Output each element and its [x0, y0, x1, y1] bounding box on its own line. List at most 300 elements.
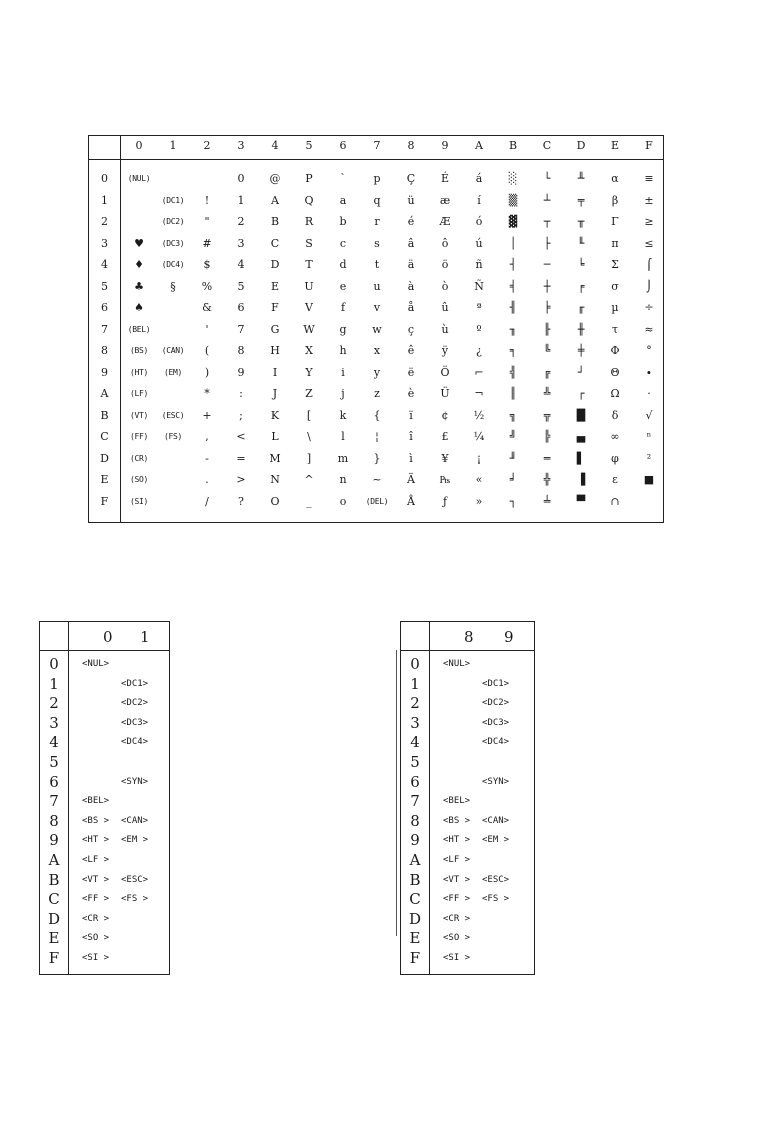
row-header: E — [48, 929, 60, 948]
table-cell: µ — [611, 301, 619, 314]
table-cell: T — [305, 258, 313, 271]
column-header: D — [576, 139, 586, 152]
control-code-label: <ESC> — [121, 874, 149, 885]
control-code-label: <ESC> — [482, 874, 510, 885]
control-code-label: <NUL> — [82, 659, 110, 669]
table-cell: å — [407, 301, 415, 314]
row-header: 8 — [410, 811, 420, 830]
table-cell: ╛ — [509, 473, 517, 486]
column-header: 2 — [203, 139, 211, 152]
row-header: 6 — [101, 301, 108, 314]
table-cell: ∞ — [610, 430, 620, 443]
margin-line — [396, 650, 397, 936]
table-cell: ƒ — [442, 494, 448, 508]
row-header-divider — [68, 622, 69, 974]
table-cell: B — [270, 215, 280, 228]
table-cell: > — [236, 473, 246, 486]
row-header: D — [47, 909, 61, 928]
table-cell: Φ — [610, 344, 620, 357]
table-cell: ╨ — [577, 172, 585, 185]
table-cell: « — [475, 473, 483, 486]
table-cell: ù — [441, 322, 449, 336]
table-cell: ┴ — [543, 193, 551, 207]
row-header: 9 — [101, 365, 108, 379]
table-cell: ┘ — [577, 365, 585, 379]
table-cell: β — [611, 193, 619, 207]
table-cell: % — [201, 279, 213, 293]
table-cell: ▐ — [576, 473, 586, 486]
table-cell: ^ — [304, 473, 314, 486]
table-cell: ¥ — [441, 451, 449, 465]
table-cell: ~ — [372, 473, 382, 486]
table-cell: ¼ — [473, 430, 485, 443]
control-code-label: <SI > — [82, 953, 110, 963]
table-cell: V — [305, 301, 313, 314]
row-header: 1 — [49, 674, 59, 693]
table-cell: (FF) — [129, 432, 149, 441]
control-code-label: <SI > — [443, 953, 471, 963]
table-cell: ┐ — [509, 494, 517, 508]
table-cell: , — [205, 430, 209, 443]
table-cell: (EM) — [163, 367, 183, 377]
table-cell: (VT) — [129, 410, 149, 420]
column-header: 8 — [407, 139, 415, 152]
column-header: 9 — [504, 628, 514, 646]
control-code-label: <NUL> — [443, 659, 471, 669]
row-header: F — [409, 949, 421, 967]
table-cell: 3 — [237, 236, 245, 250]
table-cell: E — [270, 279, 280, 293]
control-code-label: <DC3> — [121, 717, 149, 728]
table-cell: ╠ — [543, 430, 551, 443]
table-cell: @ — [269, 172, 281, 185]
table-cell: ╩ — [543, 387, 551, 400]
table-cell: * — [204, 387, 210, 400]
table-cell: ╒ — [577, 279, 585, 293]
row-header: 9 — [49, 831, 59, 850]
table-cell: 7 — [237, 322, 245, 336]
table-cell: ╦ — [543, 408, 551, 422]
table-cell: + — [202, 408, 212, 422]
table-cell: H — [270, 344, 280, 357]
row-header: D — [100, 451, 109, 465]
control-codes-table-0-1 — [39, 621, 170, 975]
row-header: 5 — [410, 753, 420, 771]
table-cell: í — [477, 193, 481, 207]
table-cell: ≤ — [644, 236, 654, 250]
control-code-label: <DC4> — [482, 737, 510, 748]
row-header: 7 — [49, 792, 59, 811]
control-code-label: <FS > — [121, 894, 149, 905]
table-cell: ╥ — [577, 215, 585, 228]
control-code-label: <CR > — [82, 913, 110, 924]
table-cell: i — [341, 365, 345, 379]
table-cell: É — [440, 172, 450, 185]
table-cell: é — [407, 215, 415, 228]
table-cell: ╤ — [577, 193, 585, 207]
table-cell: (DC2) — [161, 217, 185, 226]
table-cell: ▓ — [508, 215, 518, 228]
table-cell: ) — [204, 365, 210, 379]
table-cell: ì — [409, 451, 413, 465]
control-code-label: <CAN> — [482, 815, 510, 826]
table-cell: £ — [441, 430, 449, 443]
table-cell: / — [205, 494, 209, 508]
control-code-label: <FS > — [482, 894, 510, 905]
table-cell: î — [409, 430, 413, 443]
table-cell: ' — [205, 322, 209, 336]
table-cell: ç — [407, 322, 415, 336]
table-cell: ` — [340, 172, 346, 185]
table-cell: A — [271, 193, 279, 207]
row-header: 4 — [49, 733, 59, 752]
control-code-label: <EM > — [121, 835, 149, 846]
table-cell: I — [272, 365, 278, 379]
table-cell: " — [204, 215, 210, 228]
table-cell: ! — [204, 193, 210, 207]
control-code-label: <DC4> — [121, 737, 149, 748]
table-cell: Ö — [440, 365, 450, 379]
table-cell: ▄ — [576, 430, 586, 443]
table-cell: ♣ — [134, 279, 144, 293]
table-cell: (LF) — [129, 389, 149, 398]
table-cell: 6 — [237, 301, 245, 314]
column-header: 8 — [464, 628, 474, 646]
table-cell: d — [339, 258, 347, 271]
table-cell: æ — [439, 193, 451, 207]
table-cell: τ — [611, 322, 619, 336]
table-cell: \ — [307, 430, 311, 443]
control-code-label: <LF > — [443, 855, 471, 865]
table-cell: X — [305, 344, 313, 357]
table-cell: Ä — [407, 473, 415, 486]
table-cell: J — [272, 387, 278, 400]
table-cell: Ü — [440, 387, 450, 400]
table-cell: - — [205, 451, 209, 465]
table-cell: G — [270, 322, 280, 336]
table-cell: ¦ — [375, 430, 379, 443]
table-cell: Ç — [406, 172, 416, 185]
table-cell: ■ — [643, 473, 655, 486]
table-cell: N — [270, 473, 280, 486]
table-cell: r — [374, 215, 380, 228]
row-header: 8 — [101, 344, 108, 357]
table-cell: ⁿ — [646, 430, 652, 443]
code-page-table — [88, 135, 664, 523]
column-header: 5 — [305, 139, 313, 152]
row-header: E — [100, 473, 109, 486]
table-cell: à — [407, 279, 415, 293]
table-cell: ú — [475, 236, 483, 250]
table-cell: ⌐ — [474, 365, 484, 379]
table-cell: Y — [305, 365, 313, 379]
table-cell: Θ — [610, 365, 620, 379]
row-header: 3 — [410, 713, 420, 732]
column-header-divider — [89, 159, 663, 160]
table-cell: b — [339, 215, 347, 228]
table-cell: F — [271, 301, 279, 314]
table-cell: ═ — [543, 451, 551, 465]
table-cell: ╣ — [509, 365, 517, 379]
row-header: B — [409, 870, 421, 889]
row-header: 5 — [49, 753, 59, 771]
table-cell: = — [236, 451, 246, 465]
table-cell: y — [373, 365, 381, 379]
table-cell: ▀ — [576, 494, 586, 508]
table-cell: φ — [611, 451, 619, 465]
table-cell: ╕ — [509, 344, 517, 357]
table-cell: ─ — [543, 258, 551, 271]
control-code-label: <DC3> — [482, 717, 510, 728]
table-cell: (CR) — [129, 453, 149, 463]
row-header: A — [48, 851, 60, 869]
row-header-divider — [120, 136, 121, 522]
table-cell: ╚ — [543, 344, 551, 357]
column-header: 4 — [271, 139, 279, 152]
row-header: C — [409, 890, 421, 909]
table-cell: & — [202, 301, 212, 314]
control-code-label: <SYN> — [482, 776, 510, 787]
control-codes-table-8-9 — [400, 621, 535, 975]
table-cell: O — [270, 494, 280, 508]
table-cell: ; — [239, 408, 243, 422]
table-cell: ╢ — [509, 301, 517, 314]
table-cell: █ — [576, 408, 586, 422]
column-header: B — [508, 139, 518, 152]
table-cell: ╝ — [509, 430, 517, 443]
table-cell: w — [372, 322, 382, 336]
table-cell: ó — [475, 215, 483, 228]
control-code-label: <BEL> — [82, 796, 110, 807]
column-header-divider — [401, 650, 534, 651]
table-cell: (FS) — [163, 432, 183, 441]
table-cell: ö — [441, 258, 449, 271]
table-cell: ] — [306, 451, 312, 465]
table-cell: K — [270, 408, 280, 422]
table-cell: o — [339, 494, 347, 508]
table-cell: ε — [612, 473, 618, 486]
table-cell: S — [305, 236, 313, 250]
table-cell: ≈ — [644, 322, 654, 336]
table-cell: ô — [441, 236, 449, 250]
table-cell: ╘ — [577, 258, 585, 271]
table-cell: ╡ — [509, 279, 517, 293]
table-cell: s — [374, 236, 380, 250]
control-code-label: <BS > — [443, 815, 471, 826]
table-cell: º — [476, 322, 482, 336]
table-cell: n — [339, 473, 347, 486]
row-header: 3 — [49, 713, 59, 732]
row-header: A — [100, 387, 109, 400]
table-cell: ∩ — [610, 494, 620, 508]
table-cell: Z — [305, 387, 313, 400]
column-header: 0 — [103, 628, 113, 646]
row-header: 4 — [101, 258, 108, 271]
row-header: 0 — [49, 655, 59, 673]
table-cell: ╜ — [509, 451, 517, 465]
row-header: 8 — [49, 811, 59, 830]
table-cell: m — [337, 451, 349, 465]
column-header: 7 — [373, 139, 381, 152]
table-cell: ♠ — [134, 301, 144, 314]
table-cell: } — [373, 451, 381, 465]
column-header: 1 — [140, 628, 150, 646]
row-header: 1 — [101, 193, 108, 207]
table-cell: · — [647, 387, 651, 400]
row-header: B — [100, 408, 109, 422]
table-cell: Γ — [611, 215, 619, 228]
table-cell: (CAN) — [161, 346, 185, 355]
row-header: 7 — [101, 322, 108, 336]
table-cell: ¬ — [474, 387, 484, 400]
table-cell: ╖ — [509, 322, 517, 336]
row-header: 6 — [49, 772, 59, 791]
row-header: 7 — [410, 792, 420, 811]
table-cell: ┬ — [543, 215, 551, 228]
table-cell: ÿ — [441, 344, 449, 357]
row-header: 6 — [410, 772, 420, 791]
table-cell: _ — [306, 494, 312, 508]
table-cell: ? — [238, 494, 244, 508]
table-cell: (DEL) — [365, 496, 389, 506]
table-cell: √ — [645, 408, 653, 422]
table-cell: ├ — [543, 236, 551, 250]
column-header: 6 — [339, 139, 347, 152]
table-cell: Q — [304, 193, 314, 207]
table-cell: ª — [476, 301, 482, 314]
table-cell: 9 — [237, 365, 245, 379]
column-header-divider — [40, 650, 169, 651]
control-code-label: <LF > — [82, 855, 110, 865]
table-cell: α — [611, 172, 619, 185]
control-code-label: <HT > — [443, 835, 471, 846]
table-cell: : — [239, 387, 243, 400]
table-cell: ½ — [473, 408, 485, 422]
row-header: A — [409, 851, 421, 869]
control-code-label: <DC2> — [121, 698, 149, 709]
table-cell: ╫ — [577, 322, 585, 336]
table-cell: W — [303, 322, 315, 336]
table-cell: q — [373, 193, 381, 207]
column-header: F — [645, 139, 653, 152]
row-header: 0 — [101, 172, 108, 185]
table-cell: (HT) — [129, 367, 149, 377]
table-cell: â — [407, 236, 415, 250]
table-cell: u — [373, 279, 381, 293]
control-code-label: <CR > — [443, 913, 471, 924]
table-cell: # — [202, 236, 212, 250]
table-cell: ¢ — [441, 408, 449, 422]
table-cell: x — [373, 344, 381, 357]
row-header: 2 — [49, 694, 59, 713]
table-cell: û — [441, 301, 449, 314]
table-cell: ░ — [508, 172, 518, 185]
table-cell: U — [304, 279, 314, 293]
table-cell: c — [339, 236, 347, 250]
table-cell: ≡ — [644, 172, 654, 185]
table-cell: e — [339, 279, 347, 293]
table-cell: Ñ — [474, 279, 484, 293]
table-cell: ₧ — [439, 473, 451, 486]
table-cell: ║ — [509, 387, 517, 400]
table-cell: á — [475, 172, 483, 185]
table-cell: ä — [407, 258, 415, 271]
control-code-label: <SO > — [82, 933, 110, 944]
row-header-divider — [429, 622, 430, 974]
table-cell: ♦ — [134, 258, 144, 271]
table-cell: ╪ — [577, 344, 585, 357]
table-cell: ⌡ — [646, 279, 652, 293]
table-cell: (SO) — [129, 475, 149, 484]
table-cell: (NUL) — [127, 174, 151, 183]
table-cell: § — [170, 279, 176, 293]
table-cell: 8 — [237, 344, 245, 357]
table-cell: ╟ — [543, 322, 551, 336]
table-cell: ° — [646, 344, 652, 357]
column-header: 1 — [169, 139, 177, 152]
table-cell: ü — [407, 193, 415, 207]
control-code-label: <VT > — [443, 874, 471, 885]
table-cell: (SI) — [129, 496, 149, 506]
table-cell: g — [339, 322, 347, 336]
table-cell: ï — [409, 408, 413, 422]
table-cell: ( — [204, 344, 210, 357]
table-cell: ♥ — [134, 236, 144, 250]
row-header: C — [48, 890, 60, 909]
table-cell: D — [270, 258, 280, 271]
control-code-label: <BEL> — [443, 796, 471, 807]
table-cell: ╔ — [543, 365, 551, 379]
table-cell: p — [373, 172, 381, 185]
table-cell: ≥ — [644, 215, 654, 228]
row-header: 1 — [410, 674, 420, 693]
table-cell: Ω — [610, 387, 620, 400]
table-cell: ╙ — [577, 236, 585, 250]
table-cell: Æ — [439, 215, 451, 228]
table-cell: . — [205, 473, 209, 486]
table-cell: π — [611, 236, 619, 250]
table-cell: { — [373, 408, 381, 422]
table-cell: ë — [407, 365, 415, 379]
table-cell: z — [374, 387, 380, 400]
table-cell: ┌ — [577, 387, 585, 400]
table-cell: R — [304, 215, 314, 228]
table-cell: ┼ — [543, 279, 551, 293]
control-code-label: <VT > — [82, 874, 110, 885]
column-header: 0 — [135, 139, 143, 152]
row-header: C — [100, 430, 109, 443]
column-header: 9 — [441, 139, 449, 152]
control-code-label: <DC2> — [482, 698, 510, 709]
row-header: 2 — [101, 215, 108, 228]
table-cell: l — [341, 430, 345, 443]
row-header: F — [48, 949, 60, 967]
table-cell: 0 — [237, 172, 245, 185]
table-cell: ¡ — [476, 451, 482, 465]
table-cell: └ — [543, 172, 551, 185]
table-cell: (BEL) — [127, 324, 151, 334]
table-cell: Σ — [611, 258, 619, 271]
row-header: F — [100, 494, 109, 508]
table-cell: σ — [611, 279, 619, 293]
table-cell: 2 — [237, 215, 245, 228]
row-header: E — [409, 929, 421, 948]
table-cell: v — [373, 301, 381, 314]
table-cell: ñ — [475, 258, 483, 271]
table-cell: $ — [203, 258, 211, 271]
table-cell: ± — [644, 193, 654, 207]
control-code-label: <SO > — [443, 933, 471, 944]
